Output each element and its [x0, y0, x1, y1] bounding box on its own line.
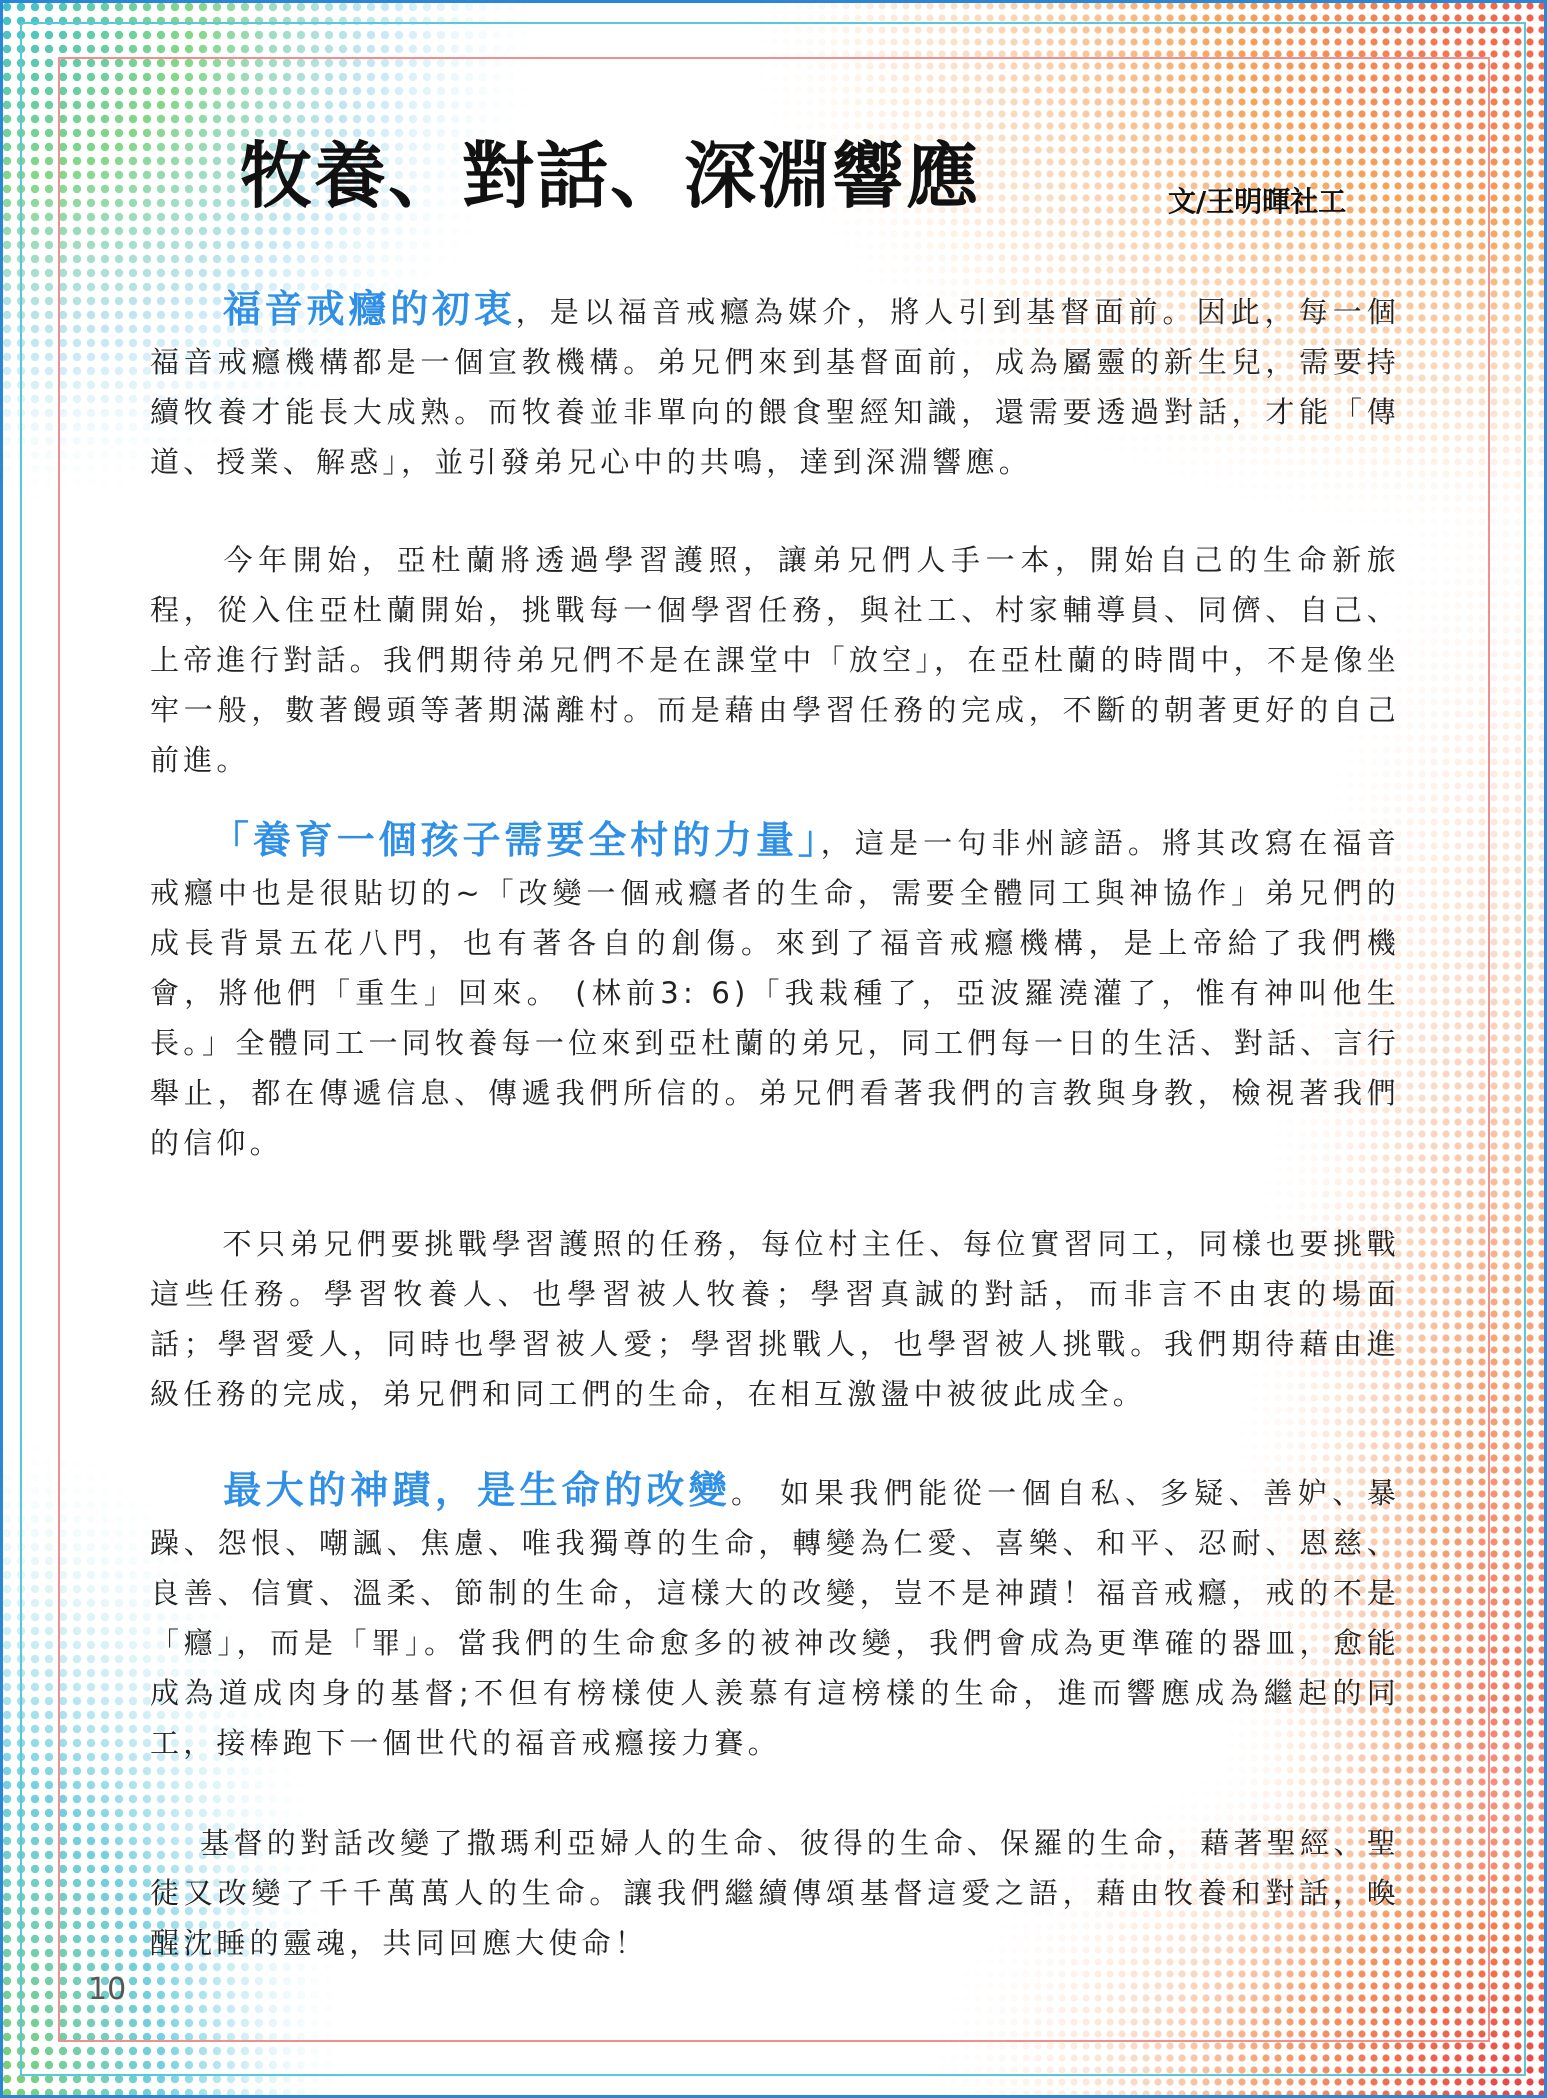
- article-title: 牧養、對話、深淵響應: [240, 134, 981, 218]
- paragraph-5-highlight: 最大的神蹟，是生命的改變: [222, 1468, 731, 1512]
- paragraph-3: [150, 815, 1400, 1168]
- paragraph-5-text: 。 如果我們能從一個自私、多疑、善妒、暴躁、怨恨、嘲諷、焦慮、唯我獨尊的生命，轉變為仁愛、喜樂、和平、忍耐、恩慈、良善、信實、溫柔、節制的生命，這樣大的改變，豈不是神蹟！福音戒癮，戒的不是「癮」，而是「罪」。當我們的生命愈多的被神改變，我們會成為更準確的器皿，愈能成為道成肉身的基督;不但有榜樣使人羨慕有這榜樣的生命，進而響應成為繼起的同工，接棒跑下一個世代的福音戒癮接力賽。: [150, 1476, 1400, 1760]
- paragraph-4-text: 不只弟兄們要挑戰學習護照的任務，每位村主任、每位實習同工，同樣也要挑戰這些任務。學習牧養人、也學習被人牧養；學習真誠的對話，而非言不由衷的場面話；學習愛人，同時也學習被人愛；學習挑戰人，也學習被人挑戰。我們期待藉由進級任務的完成，弟兄們和同工們的生命，在相互激盪中被彼此成全。: [150, 1227, 1400, 1411]
- paragraph-1: [150, 284, 1400, 487]
- paragraph-2-text: 今年開始，亞杜蘭將透過學習護照，讓弟兄們人手一本，開始自己的生命新旅程，從入住亞杜蘭開始，挑戰每一個學習任務，與社工、村家輔導員、同儕、自己、上帝進行對話。我們期待弟兄們不是在課堂中「放空」，在亞杜蘭的時間中，不是像坐牢一般，數著饅頭等著期滿離村。而是藉由學習任務的完成，不斷的朝著更好的自己前進。: [150, 543, 1400, 777]
- paragraph-1-highlight: 福音戒癮的初衷: [222, 287, 516, 331]
- page-number: 10: [88, 1972, 127, 2007]
- paragraph-3-highlight: 「養育一個孩子需要全村的力量」: [210, 818, 821, 862]
- paragraph-1-text: ，是以福音戒癮為媒介，將人引到基督面前。因此，每一個福音戒癮機構都是一個宣教機構。弟兄們來到基督面前，成為屬靈的新生兒，需要持續牧養才能長大成熟。而牧養並非單向的餵食聖經知識，還需要透過對話，才能「傳道、授業、解惑」，並引發弟兄心中的共鳴，達到深淵響應。: [150, 295, 1400, 479]
- article-author: 文/王明暉社工: [1168, 185, 1347, 218]
- paragraph-3-text: ，這是一句非州諺語。將其改寫在福音戒癮中也是很貼切的~「改變一個戒癮者的生命，需要全體同工與神協作」弟兄們的成長背景五花八門，也有著各自的創傷。來到了福音戒癮機構，是上帝給了我們機會，將他們「重生」回來。 (林前3: 6)「我栽種了，亞波羅澆灌了，惟有神叫他生長。」全體同工一同牧養每一位來到亞杜蘭的弟兄，同工們每一日的生活、對話、言行舉止，都在傳遞信息、傳遞我們所信的。弟兄們看著我們的言教與身教，檢視著我們的信仰。: [150, 826, 1400, 1160]
- paragraph-6-text: 基督的對話改變了撒瑪利亞婦人的生命、彼得的生命、保羅的生命，藉著聖經、聖徒又改變了千千萬萬人的生命。讓我們繼續傳頌基督這愛之語，藉由牧養和對話，喚醒沈睡的靈魂，共同回應大使命！: [150, 1826, 1400, 1960]
- paragraph-5: [150, 1465, 1400, 1768]
- paragraph-2: [150, 535, 1400, 785]
- paragraph-4: [150, 1219, 1400, 1419]
- paragraph-6: [150, 1818, 1400, 1968]
